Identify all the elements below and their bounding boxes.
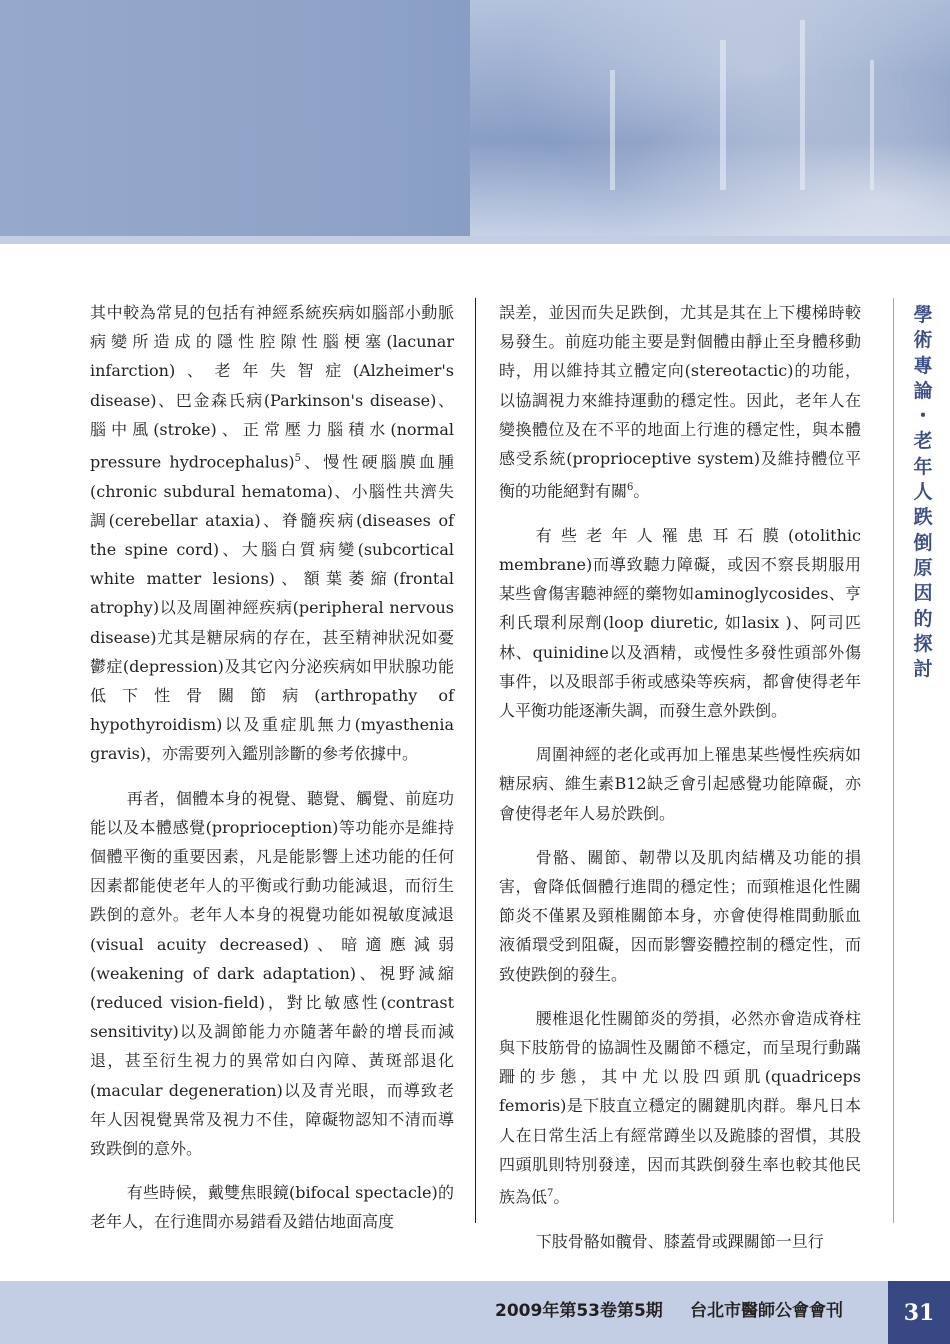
paragraph: 有些時候，戴雙焦眼鏡(bifocal spectacle)的老年人，在行進間亦易錯看及錯估地面高度 [90,1183,454,1232]
header-banner [0,0,950,236]
citation-6: 6 [627,482,634,494]
section-title-vertical: 學 術 專 論 ・ 老 年 人 跌 倒 原 因 的 探 討 [913,304,933,681]
paragraph: 腰椎退化性關節炎的勞損，必然亦會造成脊柱與下肢筋骨的協調性及關節不穩定，而呈現行動蹣跚的步態，其中尤以股四頭肌(quadriceps femoris)是下肢直立穩定的關鍵肌肉群。舉凡日本人在日常生活上有經常蹲坐以及跪膝的習慣，其股四頭肌則特別發達，因而其跌倒發生率也較其他民族為低$^7$。 [499,1008,861,1207]
column-divider [475,298,476,1223]
citation-7: 7 [547,1188,554,1200]
paragraph: 誤差，並因而失足跌倒，尤其是其在上下樓梯時較易發生。前庭功能主要是對個體由靜止至身體移動時，用以維持其立體定向(stereotactic)的功能，以協調視力來維持運動的穩定性。因此，老年人在變換體位及在不平的地面上行進的穩定性，與本體感受系統(proprioceptive system)及維持體位平衡的功能絕對有關$^6$。 [499,303,861,501]
journal-name: 台北市醫師公會會刊 [690,1301,843,1321]
banner-photo [470,0,950,236]
paragraph: 下肢骨骼如髖骨、膝蓋骨或踝關節一旦行 [535,1231,824,1251]
paragraph: 其中較為常見的包括有神經系統疾病如腦部小動脈病變所造成的隱性腔隙性腦梗塞(lacunar infarction)、老年失智症(Alzheimer's disease)、巴金森氏病(Parkinson's disease)、腦中風(stroke)、正常壓力腦積水(normal pressure hydrocephalus)$^5$、慢性硬腦膜血腫(chronic subdural hematoma)、小腦性共濟失調(cerebellar ataxia)、脊髓疾病(diseases of the spine cord)、大腦白質病變(subcortical white matter lesions)、額葉萎縮(frontal atrophy)以及周圍神經疾病(peripheral nervous disease)尤其是糖尿病的存在，甚至精神狀況如憂鬱症(depression)及其它內分泌疾病如甲狀腺功能低下性骨關節病(arthropathy of hypothyroidism)以及重症肌無力(myasthenia gravis)，亦需要列入鑑別診斷的參考依據中。 [90,303,454,764]
paragraph: 周圍神經的老化或再加上罹患某些慢性疾病如糖尿病、維生素B12缺乏會引起感覺功能障礙，亦會使得老年人易於跌倒。 [499,745,861,823]
right-column [499,298,861,1271]
paragraph: 骨骼、關節、韌帶以及肌肉結構及功能的損害，會降低個體行進間的穩定性；而頸椎退化性關節炎不僅累及頸椎關節本身，亦會使得椎間動脈血液循環受到阻礙，因而影響姿體控制的穩定性，而致使跌倒的發生。 [499,847,861,984]
issue-info: 2009年第53卷第5期 [495,1301,663,1321]
citation-5: 5 [294,453,302,465]
left-column [90,298,454,1252]
side-rule [893,298,894,1223]
banner-stripe [0,236,950,244]
paragraph: 再者，個體本身的視覺、聽覺、觸覺、前庭功能以及本體感覺(proprioception)等功能亦是維持個體平衡的重要因素，凡是能影響上述功能的任何因素都能使老年人的平衡或行動功能減退，而衍生跌倒的意外。老年人本身的視覺功能如視敏度減退(visual acuity decreased)、暗適應減弱(weakening of dark adaptation)、視野減縮(reduced vision-field)，對比敏感性(contrast sensitivity)以及調節能力亦隨著年齡的增長而減退，甚至衍生視力的異常如白內障、黃斑部退化(macular degeneration)以及青光眼，而導致老年人因視覺異常及視力不佳，障礙物認知不清而導致跌倒的意外。 [90,788,454,1159]
paragraph: 有些老年人罹患耳石膜(otolithic membrane)而導致聽力障礙，或因不察長期服用某些會傷害聽神經的藥物如aminoglycosides、亨利氏環利尿劑(loop diuretic, 如lasix )、阿司匹林、quinidine以及酒精，或慢性多發性頭部外傷事件，以及眼部手術或感染等疾病，都會使得老年人平衡功能逐漸失調，而發生意外跌倒。 [499,525,861,720]
page-number: 31 [888,1281,950,1344]
